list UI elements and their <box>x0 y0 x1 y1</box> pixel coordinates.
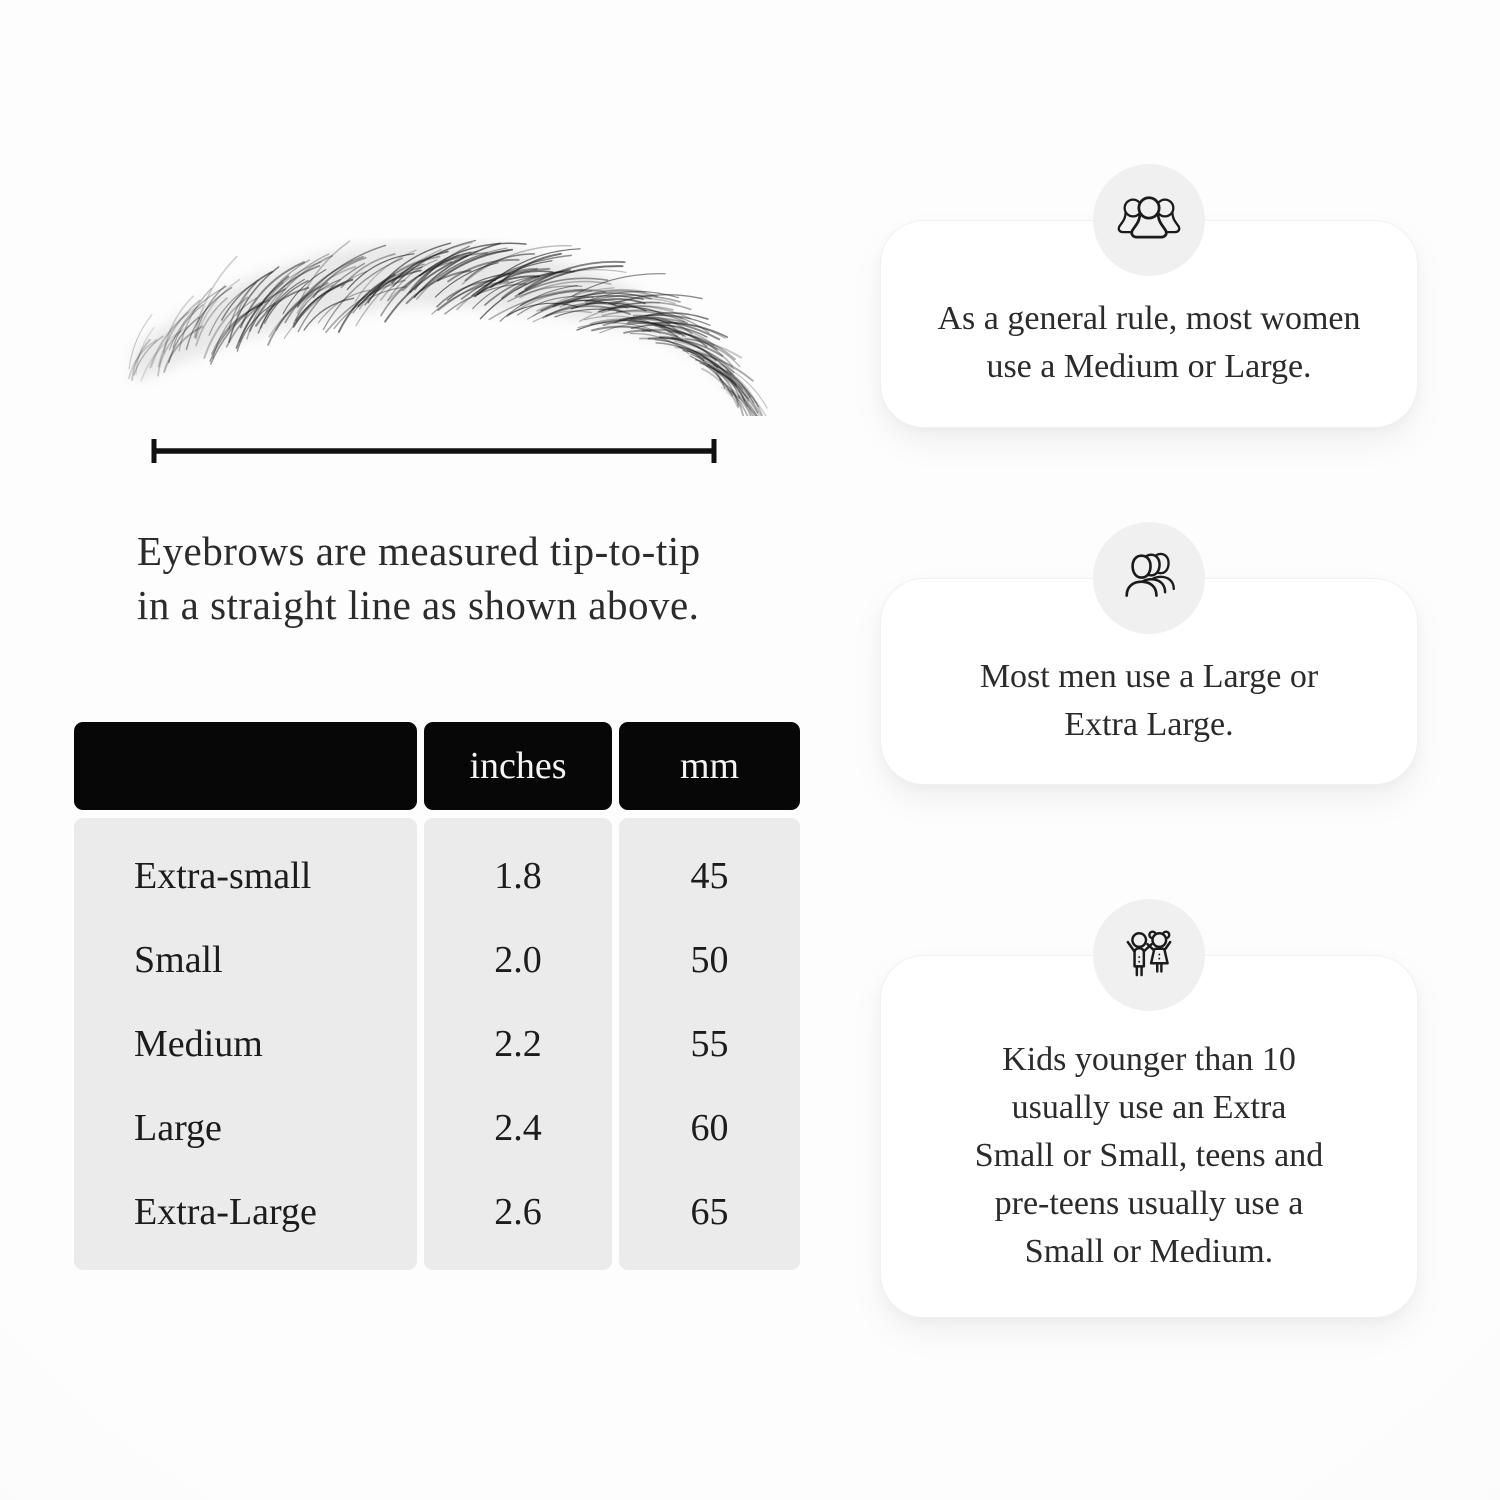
size-label: Medium <box>134 1023 263 1065</box>
table-header-cell-inches: inches <box>424 722 612 810</box>
tip-text-line: use a Medium or Large. <box>986 348 1312 385</box>
inches-value: 2.4 <box>494 1107 542 1149</box>
caption-line: Eyebrows are measured tip-to-tip <box>137 528 701 574</box>
tip-text-line: pre-teens usually use a <box>994 1184 1304 1222</box>
size-table-header <box>74 722 800 810</box>
measurement-caption <box>137 524 797 632</box>
table-header-cell-blank <box>74 722 417 810</box>
size-table-body <box>74 818 800 1270</box>
size-label: Extra-Large <box>134 1191 317 1233</box>
table-header-cell-mm: mm <box>619 722 800 810</box>
size-label: Extra-small <box>134 855 312 897</box>
mm-value: 55 <box>690 1023 729 1065</box>
mm-value: 65 <box>690 1191 729 1233</box>
kids-icon <box>1116 922 1182 988</box>
eyebrow-illustration <box>118 238 778 416</box>
inches-value: 2.2 <box>494 1023 542 1065</box>
mm-value: 45 <box>690 855 729 897</box>
mm-value: 60 <box>690 1107 729 1149</box>
table-column-sizes <box>74 818 417 1270</box>
tip-text-line: Kids younger than 10 <box>1002 1040 1296 1078</box>
eyebrow-sketch <box>118 238 778 416</box>
tip-text-line: Small or Small, teens and <box>974 1136 1324 1174</box>
women-icon-circle <box>1093 164 1205 276</box>
tip-text-line: Extra Large. <box>1064 705 1234 743</box>
measurement-line <box>148 437 720 465</box>
tip-text-line: usually use an Extra <box>1011 1088 1287 1126</box>
women-group-icon <box>1115 186 1183 254</box>
kids-icon-circle <box>1093 899 1205 1011</box>
men-group-icon <box>1115 544 1183 612</box>
inches-value: 2.0 <box>494 939 542 981</box>
tip-text-line: As a general rule, most women <box>937 300 1361 337</box>
mm-value: 50 <box>690 939 729 981</box>
size-label: Small <box>134 939 223 981</box>
size-label: Large <box>134 1107 222 1149</box>
table-column-inches <box>424 818 612 1270</box>
men-icon-circle <box>1093 522 1205 634</box>
inches-value: 1.8 <box>494 855 542 897</box>
size-table <box>74 722 800 1270</box>
tip-text-line: Small or Medium. <box>1024 1232 1274 1270</box>
tip-text-line: Most men use a Large or <box>979 657 1319 695</box>
caption-line: in a straight line as shown above. <box>137 582 700 628</box>
table-column-mm <box>619 818 800 1270</box>
inches-value: 2.6 <box>494 1191 542 1233</box>
